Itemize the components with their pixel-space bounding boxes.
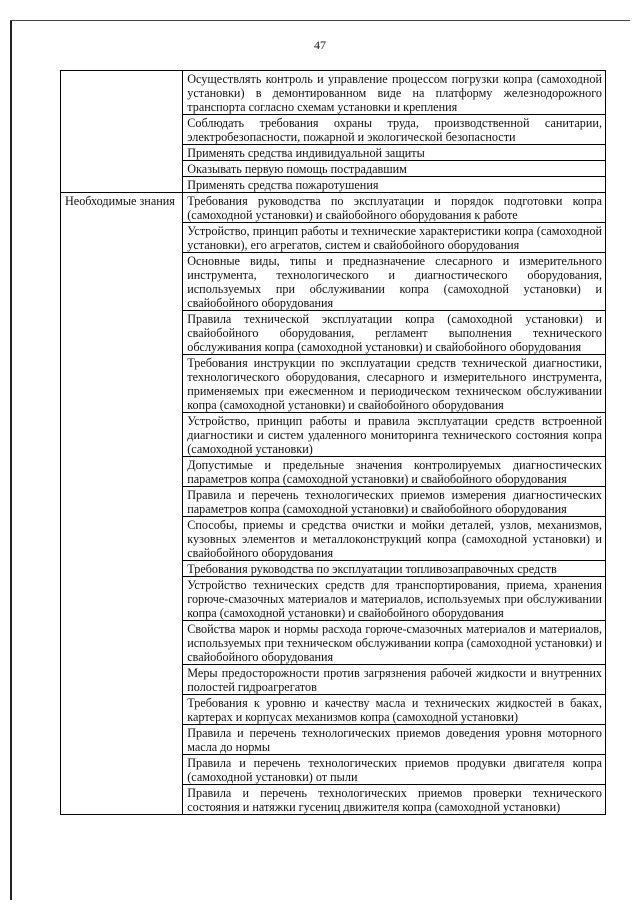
table-cell: Правила и перечень технологических приемов продувки двигателя копра (самоходной установки) от пыли xyxy=(183,755,606,785)
table-cell: Способы, приемы и средства очистки и мойки деталей, узлов, механизмов, кузовных элементов и металлоконструкций копра (самоходной установки) и свайобойного оборудования xyxy=(183,517,606,561)
table-cell: Требования руководства по эксплуатации топливозаправочных средств xyxy=(183,561,606,577)
table-cell: Применять средства индивидуальной защиты xyxy=(183,145,606,161)
table-cell: Требования инструкции по эксплуатации средств технической диагностики, технологического оборудования, слесарного и измерительного инструмента, применяемых при ежесменном и периодическом техническом обслуживании копра (самоходной установки) и свайобойного оборудования xyxy=(183,355,606,413)
table-cell: Устройство технических средств для транспортирования, приема, хранения горюче-смазочных материалов и материалов, используемых при обслуживании копра (самоходной установки) и свайобойного оборудования xyxy=(183,577,606,621)
table-cell: Правила и перечень технологических приемов доведения уровня моторного масла до нормы xyxy=(183,725,606,755)
table-cell: Устройство, принцип работы и правила эксплуатации средств встроенной диагностики и систем удаленного мониторинга технического состояния копра (самоходной установки) xyxy=(183,413,606,457)
requirements-table xyxy=(60,70,606,815)
table-cell: Устройство, принцип работы и технические характеристики копра (самоходной установки), его агрегатов, систем и свайобойного оборудования xyxy=(183,223,606,253)
category-cell-knowledge: Необходимые знания xyxy=(61,193,183,815)
table-cell: Правила и перечень технологических приемов измерения диагностических параметров копра (самоходной установки) и свайобойного оборудования xyxy=(183,487,606,517)
table-cell: Основные виды, типы и предназначение слесарного и измерительного инструмента, технологического и диагностического оборудования, используемых при обслуживании копра (самоходной установки) и свайобойного оборудования xyxy=(183,253,606,311)
table-cell: Оказывать первую помощь пострадавшим xyxy=(183,161,606,177)
table-cell: Допустимые и предельные значения контролируемых диагностических параметров копра (самоходной установки) и свайобойного оборудования xyxy=(183,457,606,487)
table-cell: Свойства марок и нормы расхода горюче-смазочных материалов и материалов, используемых при техническом обслуживании копра (самоходной установки) и свайобойного оборудования xyxy=(183,621,606,665)
table-row xyxy=(61,193,606,223)
table-cell: Соблюдать требования охраны труда, производственной санитарии, электробезопасности, пожарной и экологической безопасности xyxy=(183,115,606,145)
table-cell: Правила технической эксплуатации копра (самоходной установки) и свайобойного оборудования, регламент выполнения технического обслуживания копра (самоходной установки) и свайобойного оборудования xyxy=(183,311,606,355)
table-cell: Требования руководства по эксплуатации и порядок подготовки копра (самоходной установки) и свайобойного оборудования к работе xyxy=(183,193,606,223)
table-row xyxy=(61,71,606,115)
category-cell-skills xyxy=(61,71,183,193)
page-number: 47 xyxy=(314,38,326,52)
table-cell: Применять средства пожаротушения xyxy=(183,177,606,193)
scan-border-left xyxy=(10,20,12,900)
table-cell: Правила и перечень технологических приемов проверки технического состояния и натяжки гусениц движителя копра (самоходной установки) xyxy=(183,785,606,815)
table-cell: Требования к уровню и качеству масла и технических жидкостей в баках, картерах и корпусах механизмов копра (самоходной установки) xyxy=(183,695,606,725)
table-cell: Меры предосторожности против загрязнения рабочей жидкости и внутренних полостей гидроагрегатов xyxy=(183,665,606,695)
table-cell: Осуществлять контроль и управление процессом погрузки копра (самоходной установки) в демонтированном виде на платформу железнодорожного транспорта согласно схемам установки и крепления xyxy=(183,71,606,115)
scan-border-top xyxy=(10,20,630,21)
